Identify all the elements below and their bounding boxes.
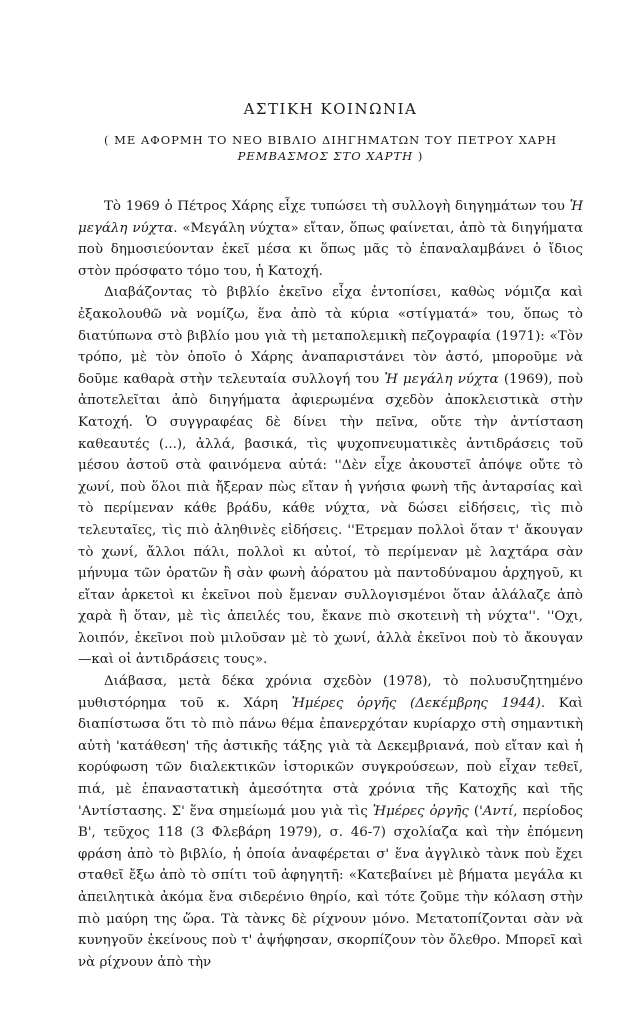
document-page [78,100,583,973]
journal-title-italic: 'Αντί [479,803,514,819]
article-title: ΑΣΤΙΚΗ ΚΟΙΝΩΝΙΑ [243,100,418,118]
paragraph-text: ( [468,803,480,819]
paragraph-text: Διαβάζοντας τὸ βιβλίο ἐκεῖνο εἶχα ἐντοπίσει, καθὼς νόμιζα καὶ ἐξακολουθῶ νὰ νομίζω, ἕνα ἀπὸ τὰ κύρια «στίγματά» του, ὅπως τὸ διατύπωνα στὸ βιβλίο μου γιὰ τὴ μεταπολεμικὴ πεζογραφία (1971): «Τὸν τρόπο, μὲ τὸν ὁποῖο ὁ Χάρης ἀναπαριστάνει τὸν ἀστό, μποροῦμε νὰ δοῦμε καθαρὰ στὴν τελευταία συλλογή του [78,285,583,387]
paragraph-text: Τὸ 1969 ὁ Πέτρος Χάρης εἶχε τυπώσει τὴ συλλογὴ διηγημάτων του [104,199,570,214]
paragraph-text: Διάβασα, μετὰ δέκα χρόνια σχεδὸν (1978), τὸ πολυσυζητημένο μυθιστόρημα τοῦ κ. Χάρη [78,674,583,711]
paragraph-3 [78,671,583,973]
subtitle-prefix: ( ΜΕ ΑΦΟΡΜΗ ΤΟ ΝΕΟ ΒΙΒΛΙΟ ΔΙΗΓΗΜΑΤΩΝ ΤΟΥ ΠΕΤΡΟΥ ΧΑΡΗ [104,133,557,147]
paragraph-text: , περίοδος Β', τεῦχος 118 (3 Φλεβάρη 1979), σ. 46-7) σχολίαζα καὶ τὴν ἑπόμενη φράση ἀπὸ τὸ βιβλίο, ἡ ὁποία ἀναφέρεται σ' ἕνα ἀγγλικὸ τὰνκ ποὺ ἔχει σταθεῖ ἔξω ἀπὸ τὸ σπίτι τοῦ ἀφηγητῆ: «Κατεβαίνει μὲ βήματα μεγάλα κι ἀπειλητικὰ ἀκόμα ἕνα σιδερένιο θηρίο, καὶ τότε ζοῦμε τὴν κόλαση στὴν πιὸ μαύρη της ὥρα. Τὰ τὰνκς δὲ ρίχνουν μόνο. Μετατοπίζονται σὰν νὰ κυνηγοῦν ἐκείνους ποὺ τ' ἀψήφησαν, σκορπίζουν τὸν ὄλεθρο. Μπορεῖ καὶ νὰ ρίχνουν ἀπὸ τὴν [78,803,584,970]
book-title-italic: Ἡμέρες ὀργῆς [372,803,469,819]
book-title-italic: Ἡ μεγάλη νύχτα [78,199,583,236]
paragraph-text: (1969), ποὺ ἀποτελεῖται ἀπὸ διηγήματα ἀφιερωμένα σχεδὸν ἀποκλειστικὰ στὴν Κατοχή. Ὁ συγγραφέας δὲ δίνει τὴν πεῖνα, οὔτε τὴν ἀντίσταση καθεαυτές (...), ἀλλά, βασικά, τὶς ψυχοπνευματικὲς ἀντιδράσεις τοῦ μέσου ἀστοῦ στὰ φαινόμενα αὐτά: ''Δὲν εἶχε ἀκουστεῖ ἀπόψε οὔτε τὸ χωνί, ποὺ ὅλοι πιὰ ἤξεραν πὼς εἴταν ἡ γνήσια φωνὴ τῆς ἀνταρσίας καὶ τὸ περίμεναν κάθε βράδυ, κάθε νύχτα, νὰ δώσει εἰδήσεις, τὶς πιὸ τελευταῖες, τὶς πιὸ ἀληθινὲς εἰδήσεις. ''Ετρεμαν πολλοὶ ὅταν τ' ἄκουγαν τὸ χωνί, ἄλλοι πάλι, πολλοὶ κι αὐτοί, τὸ περίμεναν μὲ λαχτάρα σὰν μήνυμα τῶν ὁρατῶν ἢ σὰν φωνὴ ἀόρατου μὰ παντοδύναμου ἀρχηγοῦ, κι εἴταν ἀρκετοὶ κι ἐκεῖνοι ποὺ ἔμεναν συλλογισμένοι ὅταν ἀλάλαζε ἀπὸ χαρὰ ἢ ὅταν, μὲ τὶς ἀπειλές του, ἔκανε πιὸ σκοτεινὴ τὴ νύχτα''. ''Οχι, λοιπόν, ἐκεῖνοι ποὺ μιλοῦσαν μὲ τὸ χωνί, ἀλλὰ ἐκεῖνοι ποὺ τὸ ἄκουγαν —καὶ οἱ ἀντιδράσεις τους». [78,371,583,668]
paragraph-2 [78,282,583,671]
subtitle-suffix: ) [413,149,424,163]
paragraph-1 [78,196,583,282]
book-title-italic: Ἡ μεγάλη νύχτα [384,371,499,387]
subtitle-book-title: ΡΕΜΒΑΣΜΟΣ ΣΤΟ ΧΑΡΤΗ [237,149,414,163]
article-subtitle [78,132,583,164]
book-title-italic: Ἡμέρες ὀργῆς (Δεκέμβρης 1944) [291,695,541,711]
article-body [78,196,583,973]
paragraph-text: . «Μεγάλη νύχτα» εἴταν, ὅπως φαίνεται, ἀπὸ τὰ διηγήματα ποὺ δημοσιεύονταν ἐκεῖ μέσα κι ὅπως μᾶς τὸ ἐπαναλαμβάνει ὁ ἴδιος στὸν πρόσφατο τόμο του, ἡ Κατοχή. [78,220,583,279]
paragraph-text: . Καὶ διαπίστωσα ὅτι τὸ πιὸ πάνω θέμα ἐπανερχόταν κυρίαρχο στὴ σημαντικὴ αὐτὴ 'κατάθεση' τῆς ἀστικῆς τάξης γιὰ τὰ Δεκεμβριανά, ποὺ εἴταν καὶ ἡ κορύφωση τῶν διαλεκτικῶν ἱστορικῶν συγκρούσεων, ποὺ εἶχαν τεθεῖ, πιά, μὲ ἐπαναστατικὴ ἀμεσότητα στὰ χρόνια τῆς Κατοχῆς καὶ τῆς 'Αντίστασης. Σ' ἕνα σημείωμά μου γιὰ τὶς [78,695,583,819]
